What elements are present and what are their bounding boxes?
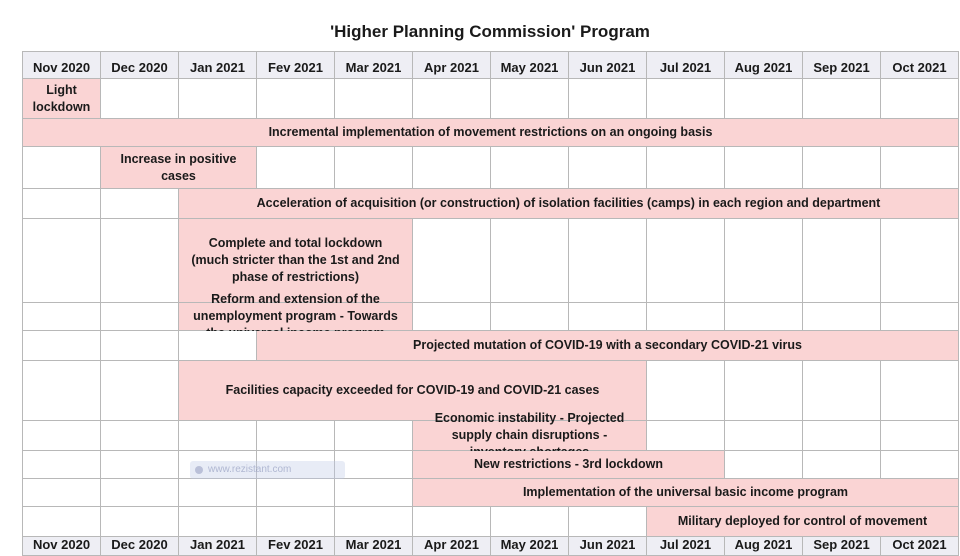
empty-cell	[491, 507, 569, 537]
empty-cell	[179, 421, 257, 451]
empty-cell	[23, 507, 101, 537]
month-footer-8: Jun 2021	[569, 537, 647, 556]
month-header-5: Mar 2021	[335, 52, 413, 79]
empty-cell	[491, 79, 569, 119]
event-label: Reform and extension of the unemployment program - Towards	[193, 292, 398, 324]
empty-cell	[803, 421, 881, 451]
empty-cell	[335, 147, 413, 189]
empty-cell	[413, 147, 491, 189]
empty-cell	[257, 147, 335, 189]
empty-cell	[647, 421, 725, 451]
month-footer-11: Sep 2021	[803, 537, 881, 556]
empty-cell	[725, 361, 803, 421]
empty-cell	[881, 79, 959, 119]
month-footer-1: Nov 2020	[23, 537, 101, 556]
event-economic-instability	[413, 411, 647, 451]
month-header-6: Apr 2021	[413, 52, 491, 79]
month-header-8: Jun 2021	[569, 52, 647, 79]
empty-cell	[647, 303, 725, 331]
empty-cell	[101, 303, 179, 331]
empty-cell	[257, 479, 335, 507]
empty-cell	[725, 451, 803, 479]
empty-cell	[569, 147, 647, 189]
empty-cell	[179, 479, 257, 507]
empty-cell	[23, 331, 101, 361]
empty-cell	[335, 479, 413, 507]
empty-cell	[725, 421, 803, 451]
month-footer-10: Aug 2021	[725, 537, 803, 556]
empty-cell	[23, 219, 101, 303]
empty-cell	[101, 507, 179, 537]
empty-cell	[803, 451, 881, 479]
event-isolation-facilities	[179, 189, 959, 219]
month-header-1: Nov 2020	[23, 52, 101, 79]
page-title: 'Higher Planning Commission' Program	[330, 22, 650, 41]
empty-cell	[335, 507, 413, 537]
event-projected-mutation	[257, 331, 959, 361]
month-header-4: Fev 2021	[257, 52, 335, 79]
empty-cell	[23, 451, 101, 479]
empty-cell	[23, 147, 101, 189]
month-header-12: Oct 2021	[881, 52, 959, 79]
empty-cell	[101, 421, 179, 451]
empty-cell	[491, 219, 569, 303]
empty-cell	[647, 361, 725, 421]
empty-cell	[179, 507, 257, 537]
empty-cell	[491, 303, 569, 331]
empty-cell	[23, 361, 101, 421]
empty-cell	[179, 331, 257, 361]
empty-cell	[257, 79, 335, 119]
empty-cell	[725, 79, 803, 119]
month-footer-7: May 2021	[491, 537, 569, 556]
empty-cell	[335, 451, 413, 479]
month-header-2: Dec 2020	[101, 52, 179, 79]
empty-cell	[179, 79, 257, 119]
event-light-lockdown	[23, 79, 101, 119]
empty-cell	[569, 507, 647, 537]
event-label: Incremental implementation of movement restrictions on an ongoing basis	[268, 125, 713, 140]
watermark: www.rezistant.com	[190, 461, 345, 479]
empty-cell	[23, 479, 101, 507]
month-footer-2: Dec 2020	[101, 537, 179, 556]
empty-cell	[647, 219, 725, 303]
month-footer-9: Jul 2021	[647, 537, 725, 556]
empty-cell	[725, 303, 803, 331]
month-footer-6: Apr 2021	[413, 537, 491, 556]
event-military-deployed	[647, 507, 959, 537]
empty-cell	[257, 421, 335, 451]
empty-cell	[881, 147, 959, 189]
event-new-restrictions	[413, 451, 725, 479]
event-positive-cases	[101, 147, 257, 189]
month-footer-3: Jan 2021	[179, 537, 257, 556]
event-label: Light lockdown	[32, 82, 91, 114]
event-label: Implementation of the universal basic income program	[522, 485, 849, 500]
empty-cell	[803, 147, 881, 189]
event-label: Increase in positive cases	[120, 151, 237, 183]
empty-cell	[101, 219, 179, 303]
empty-cell	[803, 219, 881, 303]
month-header-3: Jan 2021	[179, 52, 257, 79]
empty-cell	[413, 507, 491, 537]
empty-cell	[881, 361, 959, 421]
empty-cell	[725, 147, 803, 189]
month-footer-12: Oct 2021	[881, 537, 959, 556]
empty-cell	[101, 189, 179, 219]
event-label: Facilities capacity exceeded for COVID-19 and COVID-21 cases	[225, 383, 600, 398]
empty-cell	[803, 303, 881, 331]
empty-cell	[647, 79, 725, 119]
empty-cell	[23, 421, 101, 451]
empty-cell	[257, 507, 335, 537]
empty-cell	[803, 79, 881, 119]
month-header-11: Sep 2021	[803, 52, 881, 79]
empty-cell	[335, 79, 413, 119]
empty-cell	[803, 361, 881, 421]
empty-cell	[491, 147, 569, 189]
empty-cell	[101, 331, 179, 361]
empty-cell	[23, 189, 101, 219]
month-header-9: Jul 2021	[647, 52, 725, 79]
empty-cell	[569, 219, 647, 303]
empty-cell	[101, 361, 179, 421]
event-unemployment-reform	[179, 292, 413, 331]
event-label: New restrictions - 3rd lockdown	[474, 457, 663, 472]
month-footer-5: Mar 2021	[335, 537, 413, 556]
event-universal-income	[413, 479, 959, 507]
empty-cell	[881, 421, 959, 451]
empty-cell	[101, 451, 179, 479]
event-movement-restrictions	[23, 119, 959, 147]
empty-cell	[569, 303, 647, 331]
empty-cell	[881, 451, 959, 479]
empty-cell	[881, 219, 959, 303]
empty-cell	[23, 303, 101, 331]
event-label: Acceleration of acquisition (or construction) of isolation facilities (camps) in each region and department	[256, 196, 881, 211]
month-header-7: May 2021	[491, 52, 569, 79]
empty-cell	[725, 219, 803, 303]
empty-cell	[881, 303, 959, 331]
schedule-table	[22, 51, 959, 556]
empty-cell	[413, 219, 491, 303]
empty-cell	[101, 79, 179, 119]
event-label: Military deployed for control of movement	[677, 514, 928, 529]
month-footer-4: Fev 2021	[257, 537, 335, 556]
empty-cell	[413, 303, 491, 331]
empty-cell	[569, 79, 647, 119]
empty-cell	[101, 479, 179, 507]
empty-cell	[335, 421, 413, 451]
month-header-10: Aug 2021	[725, 52, 803, 79]
empty-cell	[413, 79, 491, 119]
event-label: Economic instability - Projected supply chain disruptions -	[434, 411, 625, 443]
event-label: Projected mutation of COVID-19 with a secondary COVID-21 virus	[413, 338, 802, 353]
empty-cell	[647, 147, 725, 189]
event-label: Complete and total lockdown (much stricter than the 1st and 2nd phase of restrictions)	[191, 236, 400, 284]
